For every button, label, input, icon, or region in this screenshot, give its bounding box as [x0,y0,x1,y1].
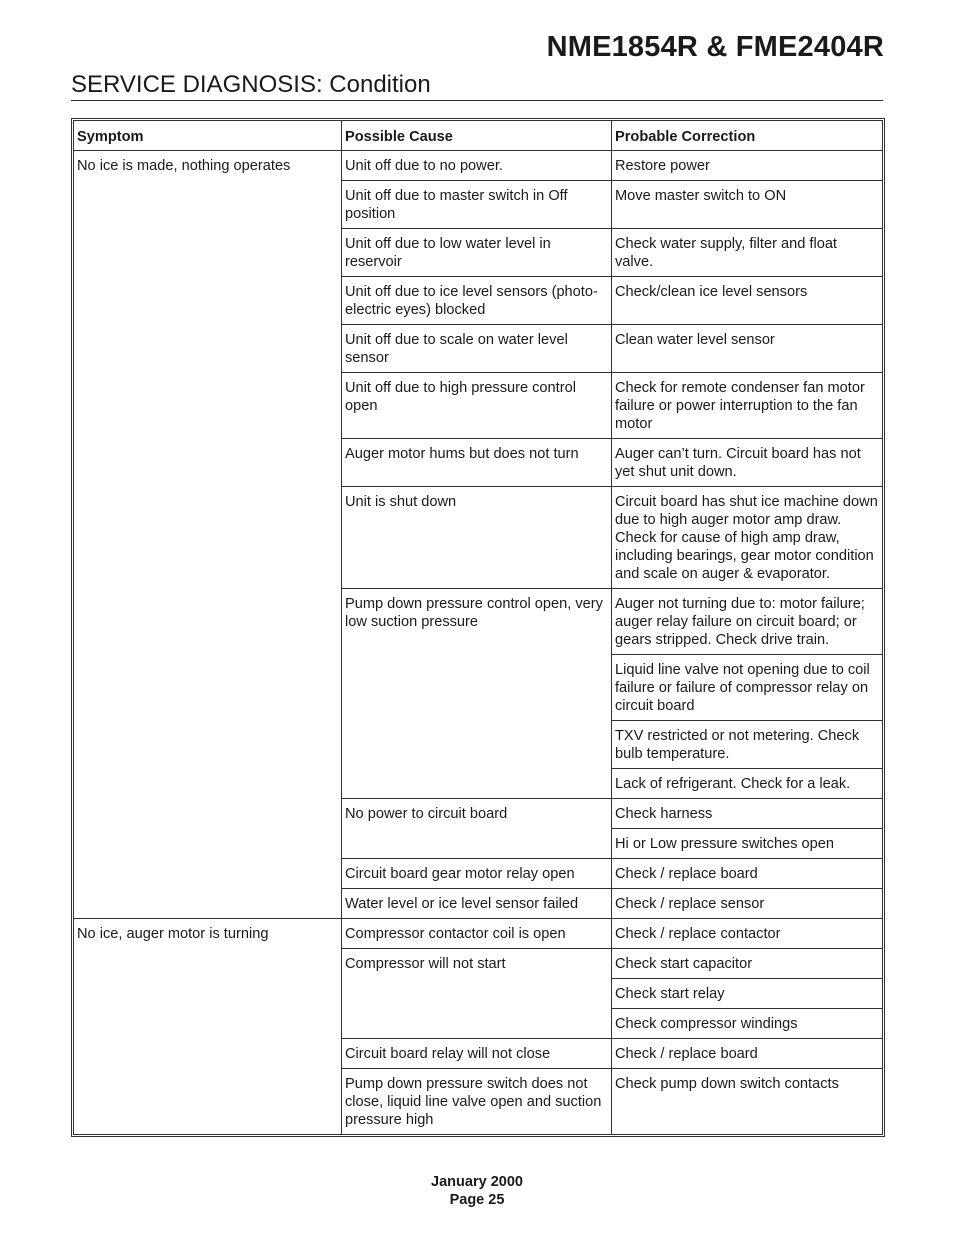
cause-cell: Circuit board gear motor relay open [342,859,612,889]
correction-cell: Check compressor windings [612,1009,883,1039]
cause-cell: Auger motor hums but does not turn [342,439,612,487]
correction-cell: Check/clean ice level sensors [612,277,883,325]
correction-cell: Check water supply, filter and float valve. [612,229,883,277]
model-title: NME1854R & FME2404R [546,31,884,63]
column-header-symptom: Symptom [74,121,342,151]
cause-cell: Pump down pressure control open, very low suction pressure [342,589,612,799]
cause-cell: Unit off due to ice level sensors (photo-electric eyes) blocked [342,277,612,325]
correction-cell: Move master switch to ON [612,181,883,229]
cause-cell: Compressor will not start [342,949,612,1039]
correction-cell: Check harness [612,799,883,829]
column-header-possible-cause: Possible Cause [342,121,612,151]
footer-page-number: Page 25 [449,1192,505,1208]
cause-cell: Unit off due to low water level in reservoir [342,229,612,277]
cause-cell: No power to circuit board [342,799,612,859]
correction-cell: Check / replace board [612,1039,883,1069]
cause-cell: Unit off due to no power. [342,151,612,181]
cause-cell: Compressor contactor coil is open [342,919,612,949]
footer-date: January 2000 [431,1174,523,1190]
correction-cell: TXV restricted or not metering. Check bulb temperature. [612,721,883,769]
table-row [74,151,883,181]
symptom-cell: No ice is made, nothing operates [74,151,342,919]
correction-cell: Clean water level sensor [612,325,883,373]
correction-cell: Auger not turning due to: motor failure; auger relay failure on circuit board; or gears stripped. Check drive train. [612,589,883,655]
header-rule [71,100,883,101]
correction-cell: Lack of refrigerant. Check for a leak. [612,769,883,799]
correction-cell: Check pump down switch contacts [612,1069,883,1135]
correction-cell: Restore power [612,151,883,181]
cause-cell: Unit off due to high pressure control open [342,373,612,439]
correction-cell: Check / replace board [612,859,883,889]
cause-cell: Unit off due to master switch in Off position [342,181,612,229]
table-header-row [74,121,883,151]
correction-cell: Check start capacitor [612,949,883,979]
symptom-cell: No ice, auger motor is turning [74,919,342,1135]
diagnosis-table-frame [71,118,885,1137]
cause-cell: Pump down pressure switch does not close, liquid line valve open and suction pressure high [342,1069,612,1135]
correction-cell: Check for remote condenser fan motor failure or power interruption to the fan motor [612,373,883,439]
correction-cell: Circuit board has shut ice machine down due to high auger motor amp draw. Check for cause of high amp draw, including bearings, gear motor condition and scale on auger & evaporator. [612,487,883,589]
cause-cell: Unit is shut down [342,487,612,589]
correction-cell: Check / replace sensor [612,889,883,919]
diagnosis-table [73,120,883,1135]
correction-cell: Hi or Low pressure switches open [612,829,883,859]
cause-cell: Water level or ice level sensor failed [342,889,612,919]
correction-cell: Check start relay [612,979,883,1009]
correction-cell: Auger can’t turn. Circuit board has not yet shut unit down. [612,439,883,487]
table-body [74,151,883,1135]
column-header-probable-correction: Probable Correction [612,121,883,151]
correction-cell: Liquid line valve not opening due to coil failure or failure of compressor relay on circuit board [612,655,883,721]
correction-cell: Check / replace contactor [612,919,883,949]
cause-cell: Circuit board relay will not close [342,1039,612,1069]
section-title: SERVICE DIAGNOSIS: Condition [71,71,431,98]
cause-cell: Unit off due to scale on water level sensor [342,325,612,373]
table-row [74,919,883,949]
page-footer [0,1173,954,1209]
